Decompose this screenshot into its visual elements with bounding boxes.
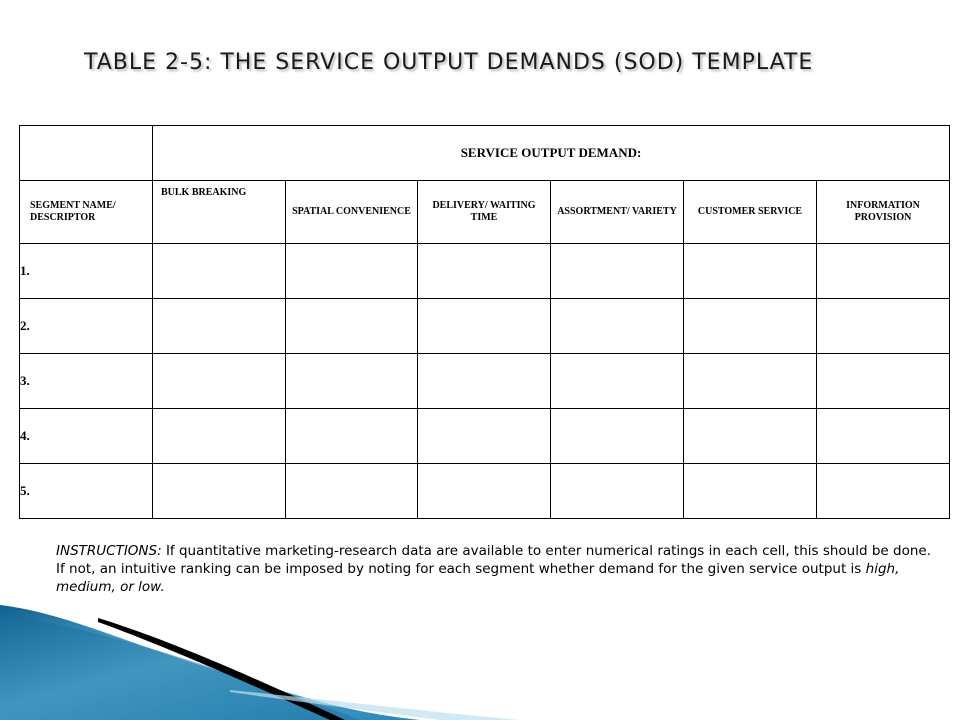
table-cell[interactable] bbox=[817, 464, 950, 519]
table-cell[interactable] bbox=[551, 464, 684, 519]
table-cell[interactable] bbox=[418, 299, 551, 354]
table-cell[interactable] bbox=[684, 464, 817, 519]
column-header-information-provision: INFORMATION PROVISION bbox=[817, 181, 950, 244]
table-cell[interactable] bbox=[551, 409, 684, 464]
table-cell[interactable] bbox=[817, 299, 950, 354]
table-cell[interactable] bbox=[286, 464, 418, 519]
table-cell[interactable] bbox=[153, 354, 286, 409]
table-cell[interactable] bbox=[817, 244, 950, 299]
table-cell[interactable] bbox=[286, 299, 418, 354]
column-header-spatial-convenience: SPATIAL CONVENIENCE bbox=[286, 181, 418, 244]
column-header-customer-service: CUSTOMER SERVICE bbox=[684, 181, 817, 244]
row-number: 5. bbox=[20, 464, 153, 519]
row-number: 1. bbox=[20, 244, 153, 299]
instructions-body: If quantitative marketing-research data are available to enter numerical ratings in each cell, this should be done. If not, an intuitive ranking can be imposed by noting for each segment whether demand for the given service output is bbox=[56, 543, 931, 577]
table-row bbox=[20, 354, 950, 409]
instructions-label: INSTRUCTIONS: bbox=[56, 543, 162, 559]
table-row bbox=[20, 299, 950, 354]
table-cell[interactable] bbox=[286, 409, 418, 464]
instructions-emphasis: high, medium, or low. bbox=[56, 561, 900, 595]
table-cell[interactable] bbox=[817, 409, 950, 464]
table-cell[interactable] bbox=[153, 244, 286, 299]
sod-template-table bbox=[19, 125, 950, 519]
table-cell[interactable] bbox=[551, 299, 684, 354]
column-header-assortment-variety: ASSORTMENT/ VARIETY bbox=[551, 181, 684, 244]
table-cell[interactable] bbox=[551, 244, 684, 299]
row-number: 4. bbox=[20, 409, 153, 464]
table-row bbox=[20, 244, 950, 299]
table-cell[interactable] bbox=[418, 244, 551, 299]
table-cell[interactable] bbox=[551, 354, 684, 409]
column-header-delivery-waiting-time: DELIVERY/ WAITING TIME bbox=[418, 181, 551, 244]
column-header-segment: SEGMENT NAME/ DESCRIPTOR bbox=[20, 181, 153, 244]
table-cell[interactable] bbox=[418, 354, 551, 409]
table-cell[interactable] bbox=[418, 409, 551, 464]
table-cell[interactable] bbox=[684, 244, 817, 299]
instructions-text bbox=[56, 542, 936, 596]
table-cell[interactable] bbox=[684, 299, 817, 354]
corner-cell bbox=[20, 126, 153, 181]
slide-title: TABLE 2-5: THE SERVICE OUTPUT DEMANDS (SOD) TEMPLATE bbox=[84, 50, 814, 75]
table-cell[interactable] bbox=[286, 354, 418, 409]
table-cell[interactable] bbox=[684, 409, 817, 464]
table-cell[interactable] bbox=[684, 354, 817, 409]
column-header-bulk-breaking: BULK BREAKING bbox=[153, 181, 286, 244]
table-row bbox=[20, 409, 950, 464]
table-cell[interactable] bbox=[286, 244, 418, 299]
row-number: 3. bbox=[20, 354, 153, 409]
column-header-row bbox=[20, 181, 950, 244]
table-cell[interactable] bbox=[418, 464, 551, 519]
table-cell[interactable] bbox=[817, 354, 950, 409]
table-row bbox=[20, 464, 950, 519]
table-cell[interactable] bbox=[153, 299, 286, 354]
table-cell[interactable] bbox=[153, 409, 286, 464]
table-cell[interactable] bbox=[153, 464, 286, 519]
row-number: 2. bbox=[20, 299, 153, 354]
table-title: SERVICE OUTPUT DEMAND: bbox=[153, 126, 950, 181]
table-title-row bbox=[20, 126, 950, 181]
